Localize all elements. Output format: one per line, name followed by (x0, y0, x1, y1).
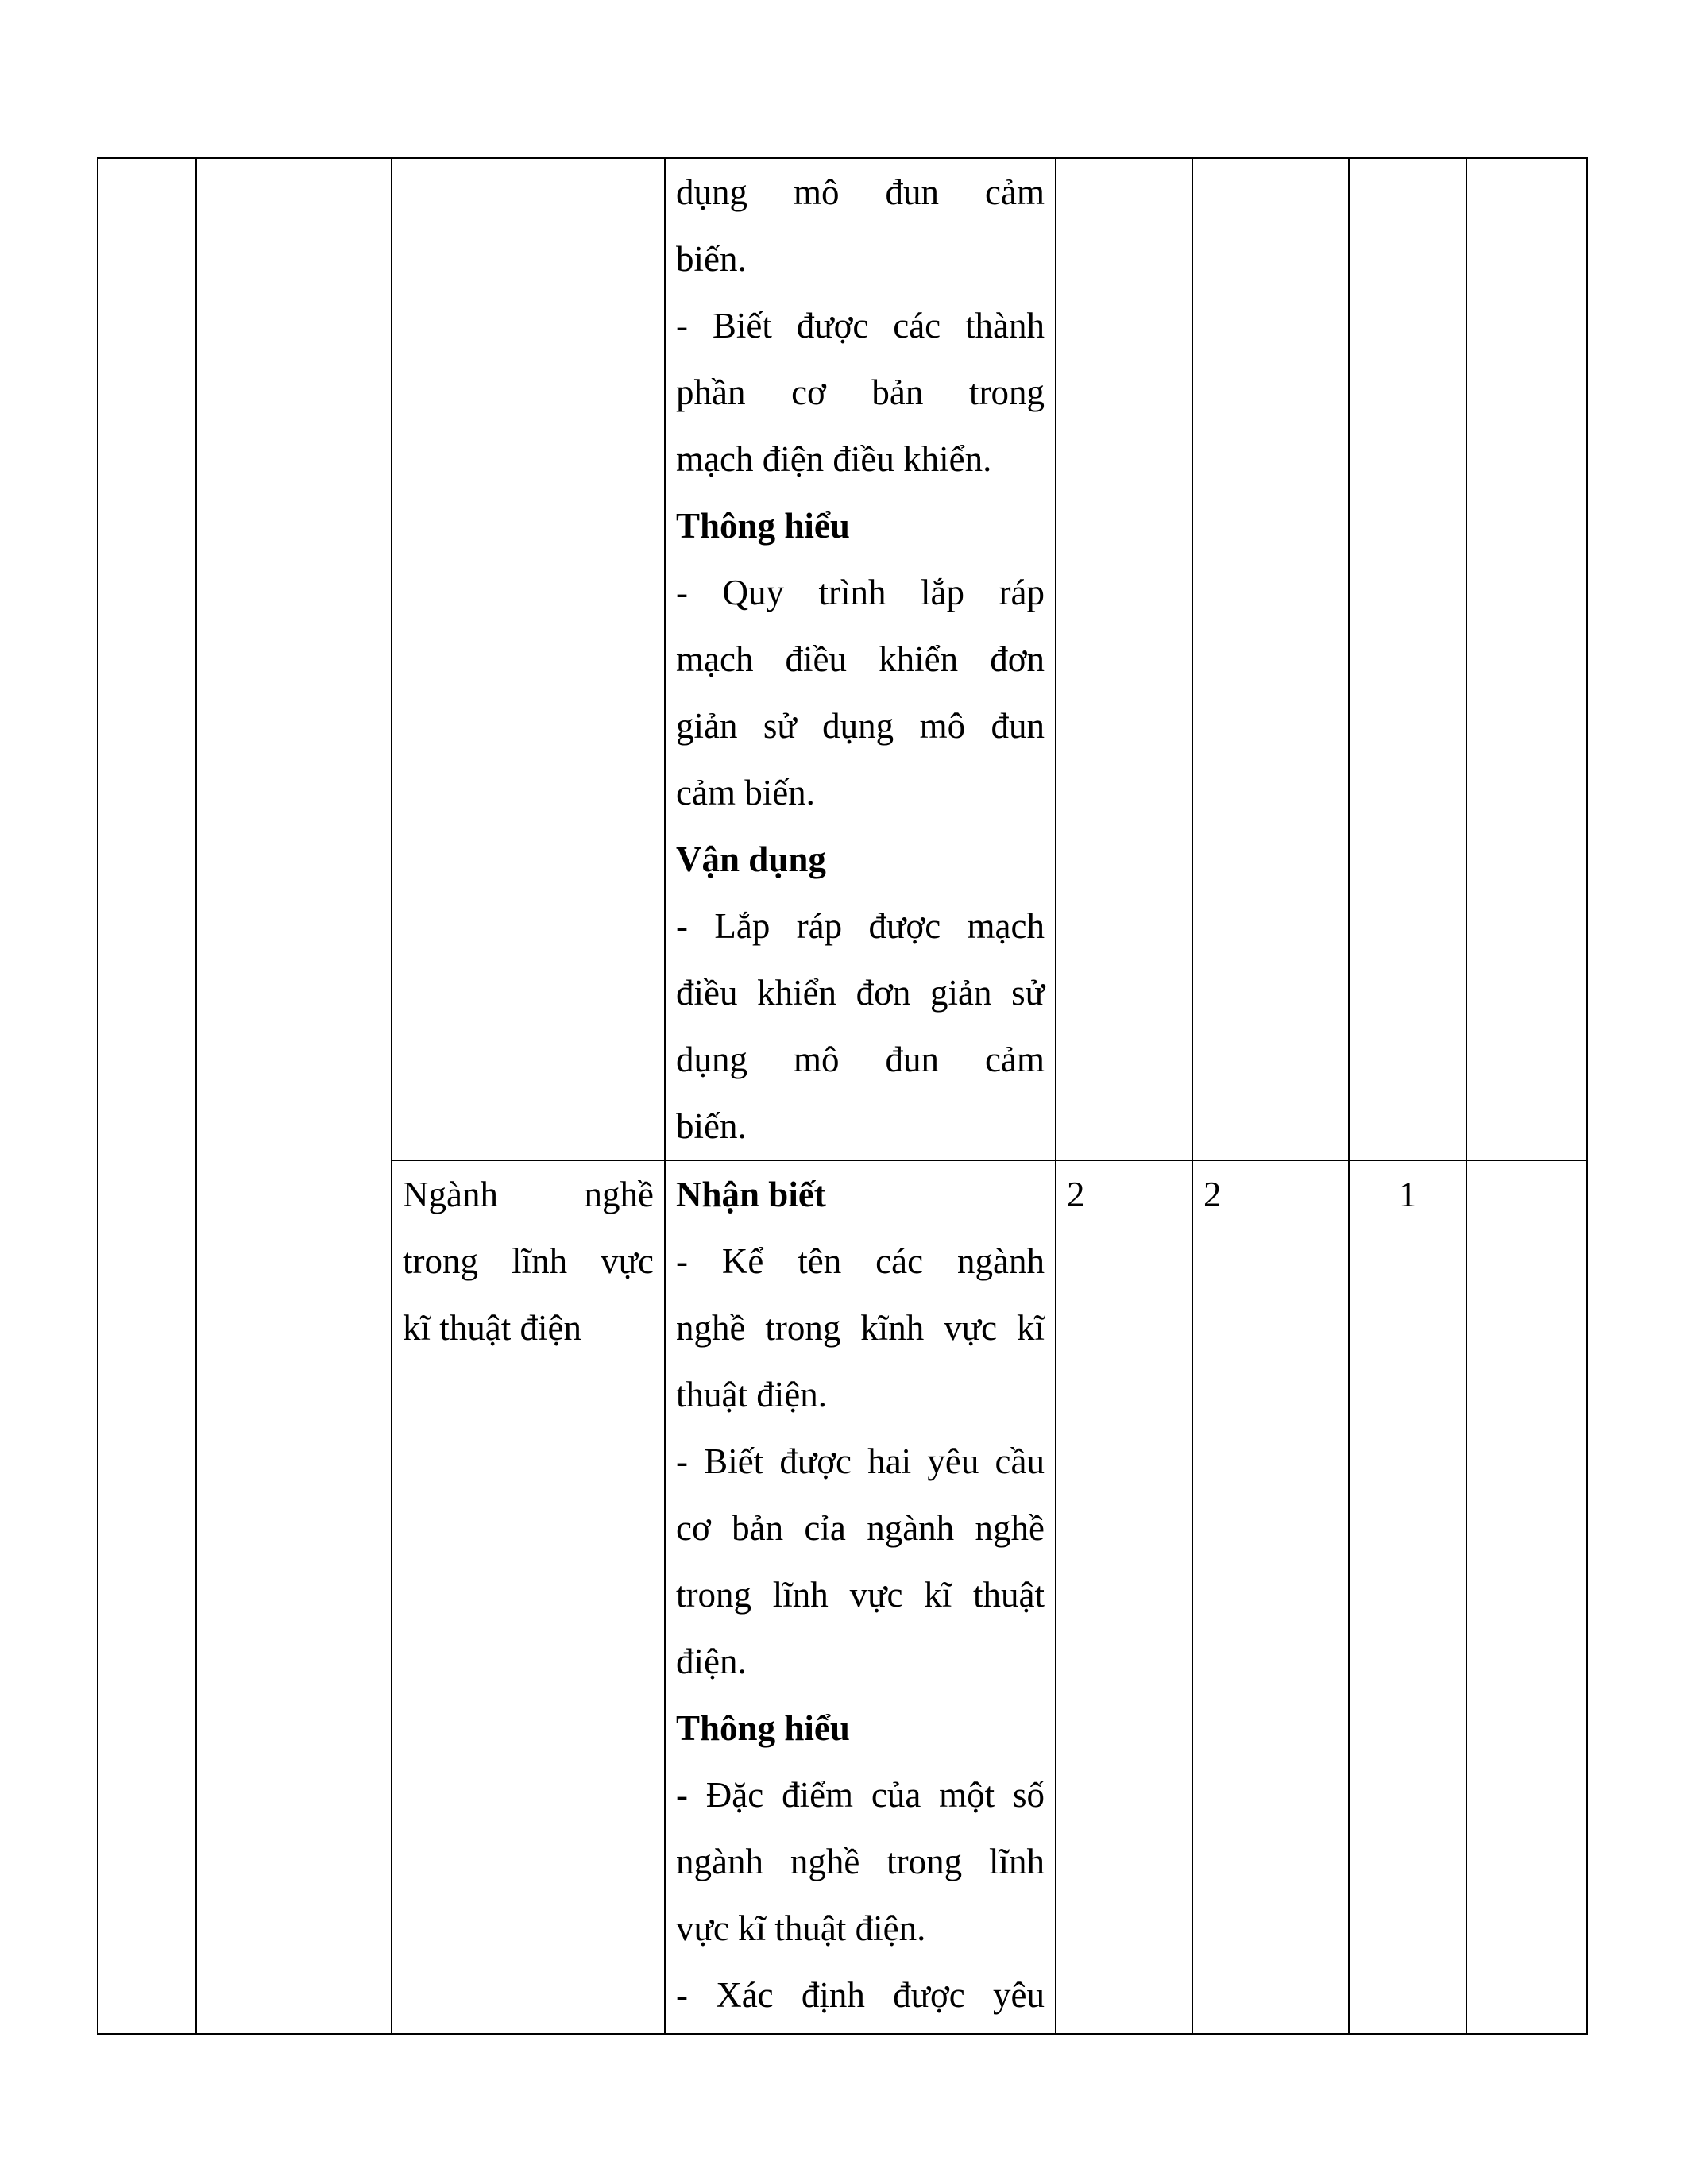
text-line: - Biết được các thành (676, 306, 1045, 345)
text-line: mạch điện điều khiển. (676, 439, 992, 479)
thong-hieu-count: 2 (1192, 1160, 1349, 2034)
requirement-cell (665, 1160, 1056, 2034)
nhan-biet-cell (1056, 158, 1192, 1160)
text-line: nghề trong kĩnh vực kĩ (676, 1308, 1045, 1348)
van-dung-cao-cell (1466, 158, 1587, 1160)
text-line: - Quy trình lắp ráp (676, 573, 1045, 612)
text-line: vực kĩ thuật điện. (676, 1908, 926, 1948)
section-heading: Thông hiểu (676, 506, 850, 546)
section-heading: Nhận biết (676, 1175, 826, 1214)
text-line: thuật điện. (676, 1375, 827, 1414)
text-line: điều khiển đơn giản sử (676, 973, 1045, 1013)
text-line: dụng mô đun cảm (676, 172, 1045, 212)
text-line: cảm biến. (676, 773, 815, 812)
text-line: giản sử dụng mô đun (676, 706, 1045, 746)
thong-hieu-cell (1192, 158, 1349, 1160)
specification-table (97, 157, 1588, 2035)
section-heading: Vận dụng (676, 839, 826, 879)
text-line: trong lĩnh vực kĩ thuật (676, 1575, 1045, 1615)
text-line: - Lắp ráp được mạch (676, 906, 1045, 946)
requirement-cell (665, 158, 1056, 1160)
section-heading: Thông hiểu (676, 1708, 850, 1748)
chapter-cell (196, 158, 392, 2034)
nhan-biet-count: 2 (1056, 1160, 1192, 2034)
van-dung-cao-count (1466, 1160, 1587, 2034)
text-line: - Đặc điểm của một số (676, 1775, 1045, 1815)
text-line: - Biết được hai yêu cầu (676, 1441, 1045, 1481)
van-dung-cell (1349, 158, 1466, 1160)
text-line: - Kể tên các ngành (676, 1241, 1045, 1281)
table-row (98, 158, 1587, 1160)
text-line: phần cơ bản trong (676, 372, 1045, 412)
topic-cell (392, 1160, 665, 2034)
text-line: Ngành nghề (403, 1175, 654, 1214)
text-line: điện. (676, 1642, 747, 1681)
text-line: mạch điều khiển đơn (676, 639, 1045, 679)
text-line: trong lĩnh vực (403, 1241, 654, 1281)
text-line: ngành nghề trong lĩnh (676, 1842, 1045, 1881)
text-line: biến. (676, 1106, 747, 1146)
text-line: cơ bản cỉa ngành nghề (676, 1508, 1045, 1548)
text-line: - Xác định được yêu (676, 1975, 1045, 2015)
topic-cell (392, 158, 665, 1160)
stt-cell (98, 158, 196, 2034)
text-line: biến. (676, 239, 747, 279)
text-line: dụng mô đun cảm (676, 1040, 1045, 1079)
text-line: kĩ thuật điện (403, 1308, 581, 1348)
van-dung-count: 1 (1349, 1160, 1466, 2034)
